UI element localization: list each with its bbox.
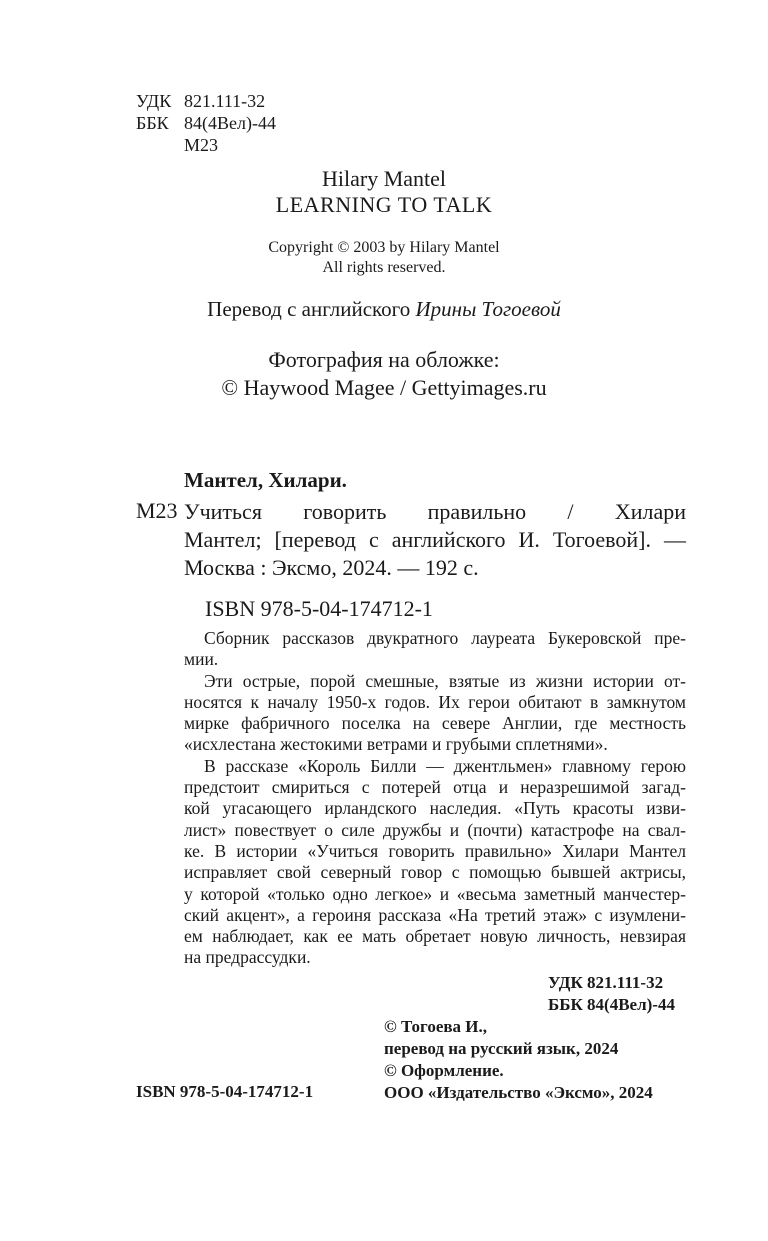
annotation-line: «исхлестана жестокими ветрами и грубыми сплетнями».	[184, 734, 608, 755]
photo-credit-label: Фотография на обложке:	[268, 347, 500, 372]
bib-description	[184, 498, 686, 582]
copyright-design: © Оформление.	[384, 1061, 504, 1080]
annotation-line: ский акцент», а героиня рассказа «На третий этаж» с изумлени-	[184, 904, 686, 925]
footer-copyright	[384, 1016, 653, 1104]
annotation-line: Сборник рассказов двукратного лауреата Букеровской пре-	[204, 628, 686, 648]
translation-prefix: Перевод с английского	[207, 297, 416, 321]
photo-credit-source: © Haywood Magee / Gettyimages.ru	[221, 375, 547, 400]
annotation-line: у которой «только одно легкое» и «весьма заметный манчестер-	[184, 883, 686, 904]
annotation-line: В рассказе «Король Билли — джентльмен» главному герою	[204, 755, 686, 776]
bib-author: Мантел, Хилари.	[184, 468, 347, 492]
bib-isbn: ISBN 978-5-04-174712-1	[205, 596, 433, 621]
udk-label: УДК	[136, 91, 172, 111]
footer-bbk: ББК 84(4Вел)-44	[548, 995, 675, 1014]
photo-credit	[0, 346, 768, 402]
bib-line: Мантел; [перевод с английского И. Тогоевой]. —	[184, 527, 686, 552]
annotation-line: носятся к началу 1950-х годов. Их герои обитают в замкнутом	[184, 691, 686, 712]
original-title: LEARNING TO TALK	[275, 192, 493, 217]
copyright-translation: © Тогоева И.,	[384, 1017, 488, 1036]
bbk-label: ББК	[136, 113, 169, 133]
annotation-line: ке. В истории «Учиться говорить правильно» Хилари Мантел	[184, 840, 686, 861]
rights-line: All rights reserved.	[322, 259, 446, 276]
annotation-line: Эти острые, порой смешные, взятые из жизни истории от-	[204, 670, 686, 691]
bib-line: Москва : Эксмо, 2024. — 192 с.	[184, 555, 479, 580]
annotation-line: на предрассудки.	[184, 947, 311, 968]
original-copyright	[0, 238, 768, 278]
udk-value: 821.111-32	[184, 91, 266, 111]
annotation-line: кой угасающего ирландского наследия. «Путь красоты изви-	[184, 798, 686, 819]
footer-isbn: ISBN 978-5-04-174712-1	[136, 1082, 314, 1101]
annotation	[184, 628, 686, 969]
classification-codes	[136, 90, 276, 156]
annotation-line: мирке фабричного поселка на севере Англии, где местность	[184, 713, 686, 734]
copyright-publisher: ООО «Издательство «Эксмо», 2024	[384, 1083, 653, 1102]
annotation-line: исправляет свой северный говор с помощью бывшей актрисы,	[184, 862, 686, 883]
original-author: Hilary Mantel	[321, 166, 447, 191]
bib-author-mark: М23	[136, 498, 178, 523]
footer-codes	[548, 972, 675, 1016]
bbk-value: 84(4Вел)-44	[184, 113, 276, 133]
footer-udk: УДК 821.111-32	[548, 973, 664, 992]
annotation-line: предстоит смириться с потерей отца и неразрешимой загад-	[184, 777, 686, 798]
annotation-line: ем наблюдает, как ее мать обретает новую личность, невзирая	[184, 926, 686, 947]
copyright-translation-year: перевод на русский язык, 2024	[384, 1039, 619, 1058]
translation-credit	[0, 297, 768, 322]
copyright-line: Copyright © 2003 by Hilary Mantel	[268, 239, 500, 256]
translator-name: Ирины Тогоевой	[415, 297, 561, 321]
bib-line: Учиться говорить правильно / Хилари	[184, 499, 686, 524]
author-mark: М23	[184, 135, 219, 155]
annotation-line: лист» повествует о силе дружбы и (почти) катастрофе на свал-	[184, 819, 686, 840]
annotation-line: мии.	[184, 649, 219, 670]
